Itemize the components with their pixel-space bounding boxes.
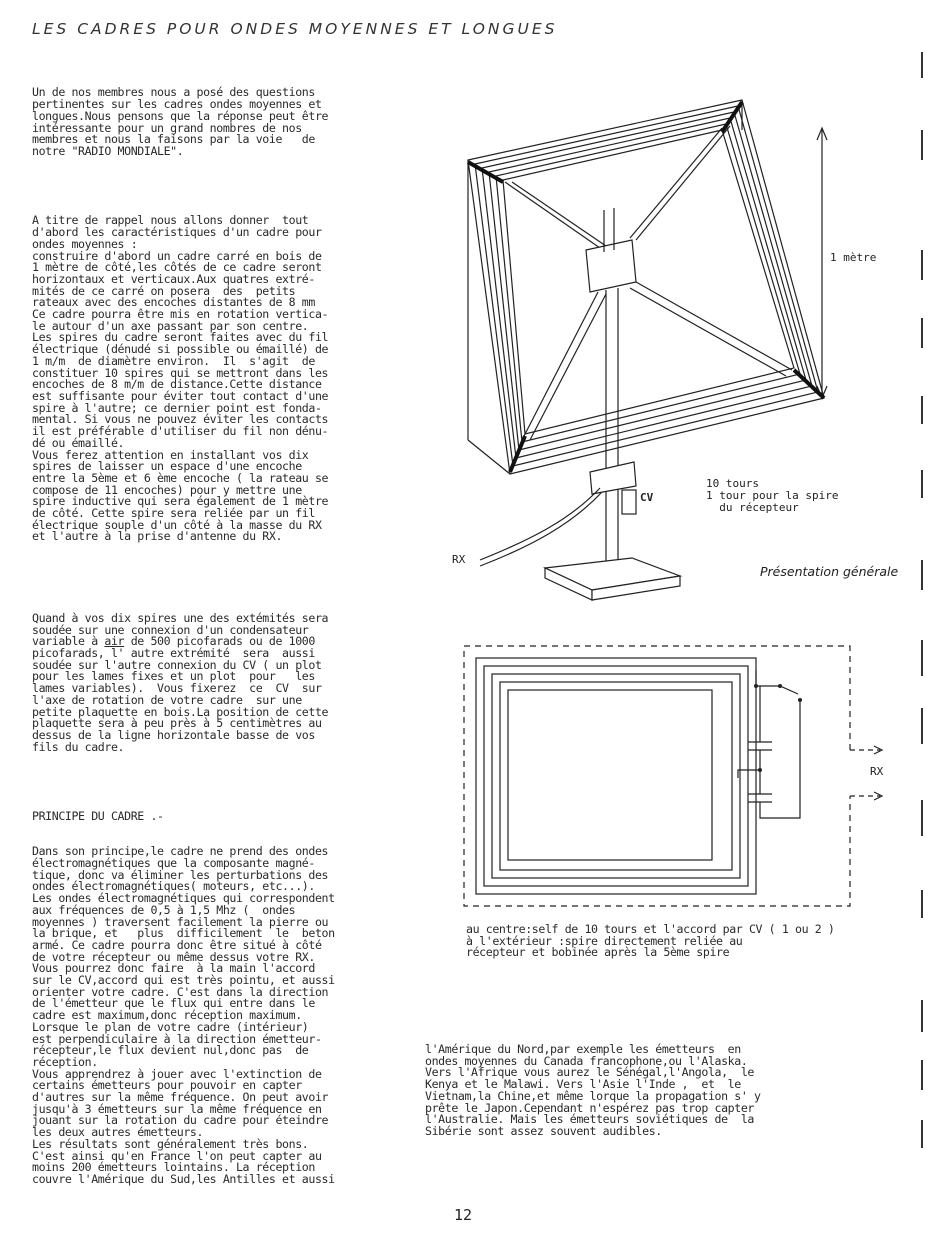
turn [500,682,732,870]
margin-bar [921,130,923,160]
margin-bar [921,318,923,348]
text: de 500 picofarads ou de 1000 picofarads, l' autre extrémité sera aussi soudée sur l'autre connexion du CV ( un plot pour les lames fixes et un plot pour les lames variables). Vous fixerez ce CV sur l'axe de rotation de votre cadre sur une petite plaquette en bois.La position de cette plaquette sera à peu près à 5 centimètres au dessus de la ligne horizontale basse de vos fils du cadre. [32,634,329,754]
margin-bar [921,560,923,590]
page-number: 12 [454,1206,473,1224]
label-one-metre: 1 mètre [830,251,877,264]
label-turns: 10 tours 1 tour pour la spire du récepteur [706,477,839,514]
label-rx-fig1: RX [452,553,466,566]
figure2-caption: au centre:self de 10 tours et l'accord par CV ( 1 ou 2 ) à l'extérieur :spire directement reliée au récepteur et bobinée après la 5ème spire [466,922,835,960]
right-column-text: l'Amérique du Nord,par exemple les émetteurs en ondes moyennes du Canada francophone,ou l'Alaska. Vers l'Afrique vous aurez le Sénégal,l'Angola, le Kenya et le Malawi. Vers l'Asie l'Inde , et le Vietnam,la Chine,et même lorque la propagation s' y prête le Japon.Cependant n'espérez pas trop capter l'Australie. Mais les émetteurs soviétiques de la Sibérie sont assez souvent audibles. [425,1042,761,1138]
turn [492,674,740,878]
turn [476,658,756,894]
underlined-word: air [104,634,125,649]
paragraph-principle: Dans son principe,le cadre ne prend des ondes électromagnétiques que la composante magné- tique, donc va éliminer les perturbations des ondes électromagnétiques( moteurs, etc...). Les ondes électromagnétiques qui correspondent aux fréquences de 0,5 à 1,5 Mhz ( ondes moyennes ) traversent facilement la pierre ou la brique, et plus difficilement le beton armé. Ce cadre pourra donc être situé à côté de votre récepteur ou même dessus votre RX. Vous pourrez donc faire à la main l'accord sur le CV,accord qui est très pointu, et aussi orienter votre cadre. C'est dans la direction de l'émetteur que le flux qui entre dans le cadre est maximum,donc réception maximum. Lorsque le plan de votre cadre (intérieur) est perpendiculaire à la direction émetteur- récepteur,le flux devient nul,donc pas de réception. Vous apprendrez à jouer avec l'extinction de certains émetteurs pour pouvoir en capter d'autres sur la même fréquence. On peut avoir jusqu'à 3 émetteurs sur la même fréquence en jouant sur la rotation du cadre pour éteindre les deux autres émetteurs. Les résultats sont généralement très bons. C'est ainsi qu'en France l'on peut capter au moins 200 émetteurs lointains. La réception couvre l'Amérique du Sud,les Antilles et aussi [32,844,335,1186]
margin-bar [921,250,923,280]
margin-bar [921,708,923,744]
text: Quand à vos dix spires une des extémités sera soudée sur une connexion d'un condensateur variable à [32,610,329,649]
margin-bar [921,890,923,918]
page-title: LES CADRES POUR ONDES MOYENNES ET LONGUES [32,20,558,38]
turn [484,666,748,886]
margin-bar [921,470,923,498]
margin-bar [921,396,923,424]
label-cv: CV [640,491,654,504]
margin-bar [921,800,923,836]
margin-bar [921,640,923,676]
section-heading: PRINCIPE DU CADRE .- [32,809,164,824]
margin-bar [921,1060,923,1090]
figure1-caption: Présentation générale [760,564,899,579]
paragraph-frame-construction: A titre de rappel nous allons donner tout d'abord les caractéristiques d'un cadre pour ondes moyennes : construire d'abord un cadre carré en bois de 1 mètre de côté,les côtés de ce cadre seront horizontaux et verticaux.Aux quatres extré- mités de ce carré on posera des petits rateaux avec des encoches distantes de 8 mm Ce cadre pourra être mis en rotation vertica- le autour d'un axe passant par son centre. Les spires du cadre seront faites avec du fil électrique (dénudé si possible ou émaillé) de 1 m/m de diamètre environ. Il s'agit de constituer 10 spires qui se mettront dans les encoches de 8 m/m de distance.Cette distance est suffisante pour éviter tout contact d'une spire à l'autre; ce dernier point est fonda- mental. Si vous ne pouvez éviter les contacts il est préférable d'utiliser du fil non dénu- dé ou émaillé. Vous ferez attention en installant vos dix spires de laisser un espace d'une encoche entre la 5ème et 6 ème encoche ( la rateau se compose de 11 encoches) pour y mettre une spire inductive qui sera également de 1 mètre de côté. Cette spire sera reliée par un fil électrique souple d'un côté à la masse du RX et l'autre à la prise d'antenne du RX. [32,213,329,544]
margin-bar [921,1120,923,1148]
margin-bar [921,1000,923,1032]
margin-bar [921,52,923,78]
inner-turn [508,690,712,860]
intro-paragraph: Un de nos membres nous a posé des questions pertinentes sur les cadres ondes moyennes et longues.Nous pensons que la réponse peut être intéressante pour un grand nombres de nos membres et nous la faisons par la voie de notre "RADIO MONDIALE". [32,85,329,158]
label-rx-fig2: RX [870,765,884,778]
receiver-loop-dashed [464,646,850,906]
